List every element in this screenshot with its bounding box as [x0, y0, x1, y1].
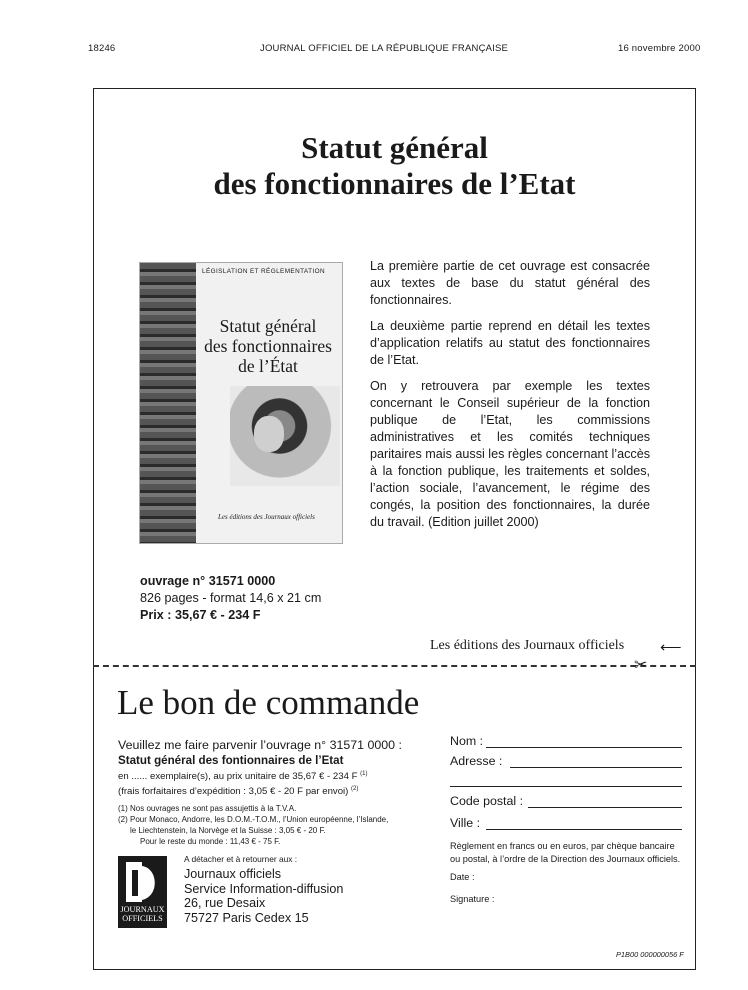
journal-title: JOURNAL OFFICIEL DE LA RÉPUBLIQUE FRANÇAISE: [260, 43, 509, 54]
signature-label: Signature :: [450, 894, 495, 904]
logo-text-line2: OFFICIELS: [122, 914, 163, 923]
payment-terms: [450, 840, 680, 866]
description-paragraph: La deuxième partie reprend en détail les textes d’application relatifs au statut des fonctionnaires de l’Etat.: [370, 319, 650, 367]
adresse-field[interactable]: [510, 767, 682, 768]
nom-field[interactable]: [486, 747, 682, 748]
address-line: 26, rue Desaix: [184, 896, 266, 911]
code-postal-label: Code postal :: [450, 794, 524, 808]
address-line: 75727 Paris Cedex 15: [184, 910, 309, 925]
advert-title-line1: Statut général: [301, 130, 488, 165]
description-paragraph: La première partie de cet ouvrage est consacrée aux textes de base du statut général des fonctionnaires.: [370, 259, 650, 307]
quantity-note: (1): [360, 771, 368, 777]
footnote-1: (1) Nos ouvrages ne sont pas assujettis à la T.V.A.: [118, 804, 297, 814]
cover-title-line2: des fonctionnaires: [204, 336, 332, 356]
issue-date: 16 novembre 2000: [618, 43, 701, 54]
address-line: Journaux officiels: [184, 867, 282, 881]
cut-line: [93, 665, 696, 667]
advert-title-line2: des fonctionnaires de l’Etat: [213, 166, 576, 201]
return-address: [184, 867, 343, 925]
address-line: Service Information-diffusion: [184, 881, 344, 896]
journaux-officiels-logo: [118, 856, 167, 928]
cover-photo-figure: [254, 416, 284, 452]
order-request: [118, 737, 430, 847]
adresse-label: Adresse :: [450, 754, 503, 768]
quantity-line: [118, 768, 430, 783]
cover-title-line3: de l’État: [238, 356, 298, 376]
reference-number: ouvrage n° 31571 0000: [140, 574, 276, 588]
footnote-2-world: Pour le reste du monde : 11,43 € - 75 F.: [140, 837, 281, 847]
ville-field[interactable]: [486, 829, 682, 830]
logo-text-line1: JOURNAUX: [120, 905, 165, 914]
code-postal-field[interactable]: [528, 807, 682, 808]
date-label: Date :: [450, 872, 475, 882]
book-reference: [140, 573, 321, 624]
adresse-field-line2[interactable]: [450, 786, 682, 787]
nom-label: Nom :: [450, 734, 484, 748]
logo-mark: [124, 860, 161, 904]
book-price: Prix : 35,67 € - 234 F: [140, 608, 261, 622]
arrow-left-icon: ⟵: [660, 639, 682, 656]
ville-label: Ville :: [450, 816, 481, 830]
book-format: 826 pages - format 14,6 x 21 cm: [140, 591, 322, 605]
form-code: P1B00 000000056 F: [616, 950, 684, 959]
cover-title: [194, 316, 342, 376]
book-description: [370, 258, 650, 540]
description-paragraph: On y retrouvera par exemple les textes concernant le Conseil supérieur de la fonction publique de l’Etat, les commissions administratives et les comités techniques paritaires mais aussi les règles concernant l’accès à la fonction publique, les traitements et soldes, l’action sociale, l’avancement, le régime des congés, la position des fonctionnaires, la durée du travail. (Edition juillet 2000): [370, 379, 650, 529]
cover-spine: [140, 263, 196, 543]
shipping-line: [118, 783, 430, 798]
quantity-text: en ...... exemplaire(s), au prix unitaire de 35,67 € - 234 F: [118, 771, 358, 783]
cover-publisher: Les éditions des Journaux officiels: [218, 513, 315, 521]
request-line: Veuillez me faire parvenir l’ouvrage n° 31571 0000 :: [118, 738, 402, 752]
footnote-2-continued: le Liechtenstein, la Norvège et la Suisse : 3,05 € - 20 F.: [130, 826, 326, 836]
publisher-name: Les éditions des Journaux officiels: [430, 638, 625, 653]
advert-title: [96, 130, 693, 202]
book-cover: [139, 262, 343, 544]
logo-text: [118, 905, 167, 923]
footnote-2: (2) Pour Monaco, Andorre, les D.O.M.-T.O.M., l’Union européenne, l’Islande,: [118, 815, 389, 825]
shipping-note: (2): [351, 786, 359, 793]
payment-line: Règlement en francs ou en euros, par chèque bancaire: [450, 841, 675, 851]
cover-series: LÉGISLATION ET RÉGLEMENTATION: [202, 268, 325, 275]
order-form-title: Le bon de commande: [117, 683, 420, 722]
cover-title-line1: Statut général: [219, 316, 317, 336]
cover-photo: [230, 386, 340, 486]
payment-line: ou postal, à l’ordre de la Direction des Journaux officiels.: [450, 854, 681, 864]
return-label: A détacher et à retourner aux :: [184, 854, 298, 864]
shipping-text: (frais forfaitaires d’expédition : 3,05 € - 20 F par envoi): [118, 786, 349, 798]
ordered-book-title: Statut général des fontionnaires de l’Etat: [118, 754, 344, 767]
page-number: 18246: [88, 43, 116, 54]
scissors-icon: ✂: [634, 657, 648, 674]
